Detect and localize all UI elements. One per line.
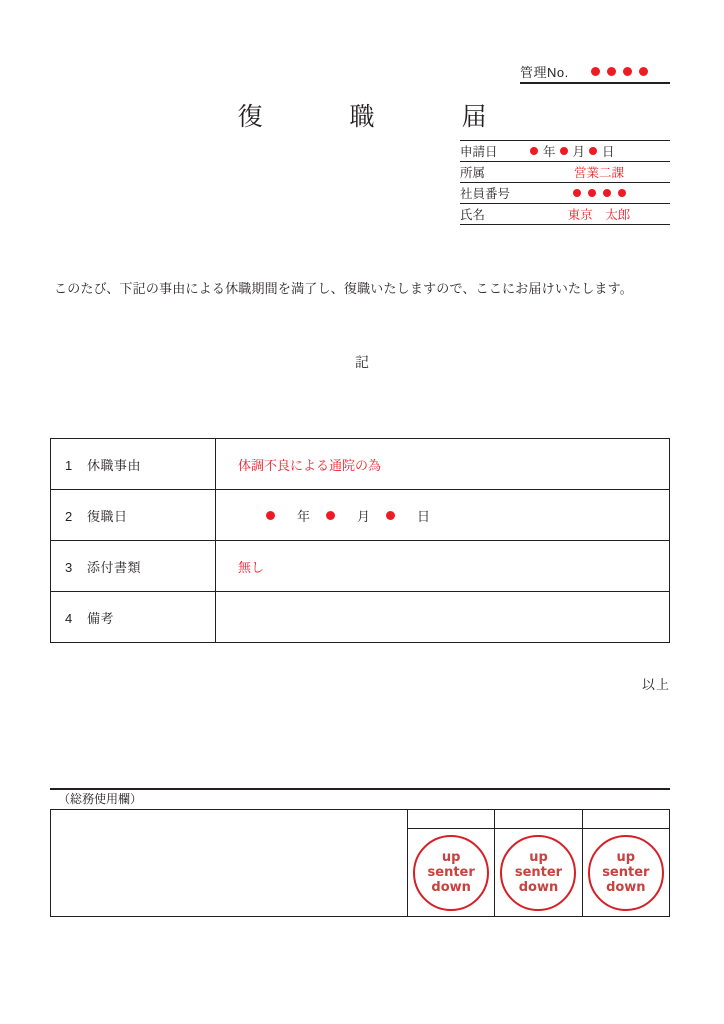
item-value-cell-1: 体調不良による通院の為 (216, 439, 670, 490)
intro-text: このたび、下記の事由による休職期間を満了し、復職いたしますので、ここにお届けいたします。 (54, 281, 633, 296)
approval-stamp-icon (500, 835, 576, 911)
info-label-employee-number: 社員番号 (460, 187, 511, 201)
stamp-line-down: down (431, 880, 471, 896)
employee-number-dots (573, 189, 626, 197)
stamp-line-up: up (616, 849, 636, 865)
item-value-cell-3: 無し (216, 541, 670, 592)
closing-marker: 以上 (641, 677, 670, 692)
red-dot (530, 147, 538, 155)
item-label: 休職事由 (87, 457, 142, 473)
item-number: 3 (65, 559, 73, 575)
table-row (51, 810, 670, 829)
approval-stamp-cell-3 (582, 829, 669, 917)
red-dot (560, 147, 568, 155)
table-row (51, 592, 670, 643)
approval-header-cell-2 (495, 810, 582, 829)
item-label: 備考 (87, 610, 115, 626)
date-unit-month: 月 (357, 508, 371, 524)
info-label-name: 氏名 (460, 208, 486, 222)
info-value-department: 営業二課 (573, 166, 624, 180)
items-table (50, 438, 670, 643)
red-dot (386, 511, 395, 520)
item-number: 1 (65, 457, 73, 473)
info-label-department: 所属 (460, 166, 486, 180)
info-value-employee-number (528, 189, 670, 197)
item-label-cell-4 (51, 592, 216, 643)
red-dot (573, 189, 581, 197)
general-affairs-notes-cell (51, 810, 408, 917)
item-label-cell-2 (51, 490, 216, 541)
control-number-label: 管理No. (520, 64, 569, 80)
red-dot (591, 67, 600, 76)
red-dot (607, 67, 616, 76)
stamp-line-senter: senter (514, 865, 563, 881)
red-dot (266, 511, 275, 520)
info-value-application-date (528, 142, 670, 160)
date-unit-month: 月 (572, 145, 586, 159)
table-row (51, 439, 670, 490)
item-value-cell-4 (216, 592, 670, 643)
info-row-name (460, 204, 670, 225)
red-dot (639, 67, 648, 76)
stamp-line-senter: senter (602, 865, 650, 881)
item-value-cell-2 (216, 490, 670, 541)
approval-header-cell-1 (408, 810, 495, 829)
info-value-name: 東京 太郎 (567, 208, 631, 222)
date-unit-day: 日 (417, 508, 431, 524)
stamp-line-down: down (518, 880, 559, 896)
item-label-cell-1 (51, 439, 216, 490)
stamp-line-senter: senter (427, 865, 475, 881)
info-label-application-date: 申請日 (460, 145, 498, 159)
general-affairs-label: （総務使用欄） (50, 788, 670, 809)
item-number: 4 (65, 610, 73, 626)
page-title: 復 職 届 (237, 102, 518, 131)
stamp-line-down: down (606, 880, 646, 896)
red-dot (618, 189, 626, 197)
general-affairs-section (50, 788, 670, 917)
control-number-dots (591, 67, 648, 76)
applicant-info-block (460, 140, 670, 225)
ki-marker: 記 (355, 354, 369, 370)
red-dot (623, 67, 632, 76)
date-unit-year: 年 (297, 508, 311, 524)
approval-stamp-cell-1 (408, 829, 495, 917)
date-unit-day: 日 (602, 145, 615, 159)
stamp-line-up: up (441, 849, 461, 865)
general-affairs-table (50, 809, 670, 917)
item-number: 2 (65, 508, 73, 524)
table-row (51, 541, 670, 592)
item-label: 復職日 (87, 508, 128, 524)
table-row (51, 490, 670, 541)
item-label: 添付書類 (87, 559, 142, 575)
approval-stamp-icon (413, 835, 489, 911)
item-label-cell-3 (51, 541, 216, 592)
date-unit-year: 年 (543, 145, 556, 159)
approval-stamp-cell-2 (495, 829, 582, 917)
approval-header-cell-3 (582, 810, 669, 829)
info-row-employee-number (460, 183, 670, 204)
return-date-field (230, 506, 669, 525)
red-dot (589, 147, 597, 155)
info-row-department (460, 162, 670, 183)
control-number-field (520, 60, 670, 84)
red-dot (588, 189, 596, 197)
info-row-application-date (460, 141, 670, 162)
approval-stamp-icon (588, 835, 664, 911)
red-dot (603, 189, 611, 197)
red-dot (326, 511, 335, 520)
stamp-line-up: up (529, 849, 548, 865)
